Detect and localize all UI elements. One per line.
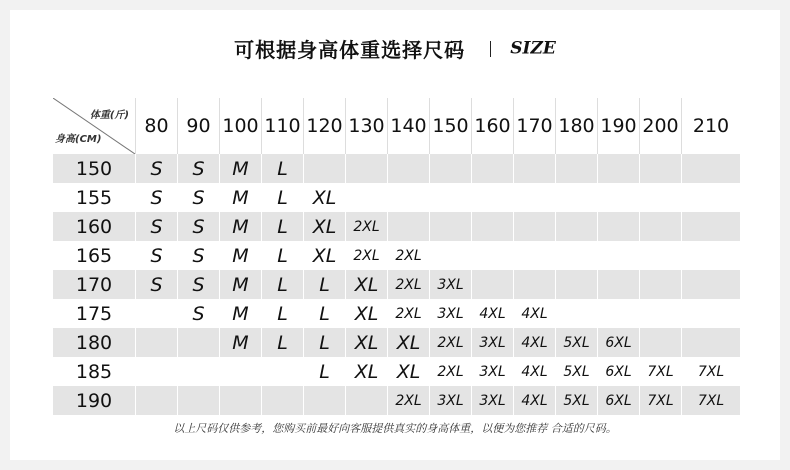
size-cell: [513, 241, 555, 270]
corner-cell: [53, 98, 135, 154]
size-cell: 3XL: [471, 386, 513, 415]
size-cell: 3XL: [471, 328, 513, 357]
size-cell: M: [219, 154, 261, 183]
height-cell: 190: [75, 389, 113, 412]
size-cell: [639, 299, 681, 328]
chart-header: [10, 34, 780, 66]
size-cell: [513, 154, 555, 183]
size-cell: [387, 212, 429, 241]
height-cell: 180: [75, 331, 113, 354]
size-cell: XL: [345, 357, 387, 386]
size-cell: L: [303, 299, 345, 328]
size-cell: [177, 357, 219, 386]
size-cell: XL: [303, 183, 345, 212]
height-cell: 165: [75, 244, 113, 267]
size-cell: L: [261, 328, 303, 357]
size-cell: [513, 270, 555, 299]
size-cell: S: [177, 154, 219, 183]
size-cell: S: [135, 212, 177, 241]
size-cell: L: [303, 270, 345, 299]
size-cell: 3XL: [471, 357, 513, 386]
size-cell: [597, 212, 639, 241]
weight-header-cell: 170: [513, 98, 555, 154]
size-cell: [471, 212, 513, 241]
size-cell: [429, 183, 471, 212]
size-cell: 5XL: [555, 357, 597, 386]
size-cell: [555, 183, 597, 212]
height-axis-label: 身高(CM): [55, 134, 102, 145]
size-row: [53, 357, 740, 386]
size-cell: [471, 270, 513, 299]
size-cell: [261, 357, 303, 386]
size-cell: [387, 183, 429, 212]
size-cell: [597, 241, 639, 270]
size-cell: [597, 154, 639, 183]
size-cell: 5XL: [555, 386, 597, 415]
size-heading: SIZE: [510, 38, 556, 59]
size-cell: [597, 299, 639, 328]
size-cell: [681, 328, 740, 357]
size-row: [53, 270, 740, 299]
size-cell: [177, 328, 219, 357]
size-cell: [345, 154, 387, 183]
size-cell: 2XL: [345, 212, 387, 241]
size-cell: XL: [387, 328, 429, 357]
size-cell: S: [177, 299, 219, 328]
size-cell: XL: [345, 299, 387, 328]
size-cell: 4XL: [513, 328, 555, 357]
size-cell: 5XL: [555, 328, 597, 357]
size-cell: [555, 270, 597, 299]
weight-header-cell: 160: [471, 98, 513, 154]
size-cell: [345, 183, 387, 212]
size-cell: M: [219, 299, 261, 328]
size-cell: [135, 386, 177, 415]
weight-header-cell: 150: [429, 98, 471, 154]
size-cell: XL: [387, 357, 429, 386]
size-cell: [681, 154, 740, 183]
title-divider: [490, 41, 491, 57]
weight-header-cell: 110: [261, 98, 303, 154]
size-row: [53, 154, 740, 183]
size-cell: [597, 270, 639, 299]
size-cell: [639, 270, 681, 299]
size-cell: [303, 386, 345, 415]
size-cell: [303, 154, 345, 183]
size-cell: [597, 183, 639, 212]
size-cell: M: [219, 183, 261, 212]
size-cell: L: [261, 212, 303, 241]
weight-header-row: [53, 98, 740, 154]
size-cell: 6XL: [597, 386, 639, 415]
size-row: [53, 212, 740, 241]
size-row: [53, 299, 740, 328]
size-cell: [429, 154, 471, 183]
size-cell: [681, 270, 740, 299]
size-cell: S: [135, 183, 177, 212]
size-cell: [219, 357, 261, 386]
height-cell: 170: [75, 273, 113, 296]
size-cell: [639, 154, 681, 183]
size-cell: [471, 154, 513, 183]
size-cell: M: [219, 241, 261, 270]
height-cell: 175: [75, 302, 113, 325]
size-cell: S: [177, 241, 219, 270]
weight-header-cell: 80: [135, 98, 177, 154]
height-cell: 185: [75, 360, 113, 383]
size-cell: [345, 386, 387, 415]
size-cell: 4XL: [471, 299, 513, 328]
size-cell: L: [303, 328, 345, 357]
size-cell: [177, 386, 219, 415]
size-row: [53, 386, 740, 415]
weight-header-cell: 190: [597, 98, 639, 154]
size-cell: L: [261, 241, 303, 270]
size-cell: 2XL: [345, 241, 387, 270]
size-cell: [639, 183, 681, 212]
size-row: [53, 328, 740, 357]
size-chart-page: [10, 10, 780, 460]
size-cell: 7XL: [639, 357, 681, 386]
size-cell: [639, 212, 681, 241]
size-cell: [681, 241, 740, 270]
size-cell: L: [303, 357, 345, 386]
size-cell: [471, 183, 513, 212]
size-cell: 4XL: [513, 357, 555, 386]
size-cell: [135, 299, 177, 328]
height-cell: 155: [75, 186, 113, 209]
size-cell: 6XL: [597, 357, 639, 386]
size-cell: XL: [303, 212, 345, 241]
size-cell: [135, 328, 177, 357]
weight-header-cell: 180: [555, 98, 597, 154]
size-cell: [639, 241, 681, 270]
weight-header-cell: 210: [681, 98, 740, 154]
weight-header-cell: 130: [345, 98, 387, 154]
size-cell: XL: [345, 328, 387, 357]
size-cell: 4XL: [513, 299, 555, 328]
size-cell: 2XL: [429, 328, 471, 357]
weight-header-cell: 140: [387, 98, 429, 154]
size-cell: [639, 328, 681, 357]
footer-note: 以上尺码仅供参考，您购买前最好向客服提供真实的身高体重，以便为您推荐 合适的尺码。: [173, 422, 617, 435]
size-cell: S: [135, 154, 177, 183]
size-cell: [387, 154, 429, 183]
size-cell: [513, 212, 555, 241]
weight-header-cell: 200: [639, 98, 681, 154]
size-cell: L: [261, 154, 303, 183]
weight-header-cell: 90: [177, 98, 219, 154]
size-cell: 2XL: [387, 270, 429, 299]
size-cell: [429, 241, 471, 270]
size-row: [53, 183, 740, 212]
weight-header-cell: 120: [303, 98, 345, 154]
size-cell: 4XL: [513, 386, 555, 415]
size-cell: [429, 212, 471, 241]
size-cell: XL: [303, 241, 345, 270]
size-cell: 7XL: [681, 357, 740, 386]
size-cell: S: [135, 241, 177, 270]
size-cell: S: [177, 212, 219, 241]
size-cell: [555, 241, 597, 270]
size-table: [53, 98, 740, 415]
size-cell: [261, 386, 303, 415]
size-cell: XL: [345, 270, 387, 299]
size-cell: 3XL: [429, 299, 471, 328]
size-cell: [681, 183, 740, 212]
chart-title: 可根据身高体重选择尺码: [234, 38, 466, 62]
size-cell: L: [261, 183, 303, 212]
size-cell: M: [219, 270, 261, 299]
size-cell: 3XL: [429, 386, 471, 415]
size-cell: [135, 357, 177, 386]
size-cell: L: [261, 299, 303, 328]
height-cell: 150: [75, 157, 113, 180]
size-cell: 2XL: [387, 386, 429, 415]
height-cell: 160: [75, 215, 113, 238]
size-cell: [555, 299, 597, 328]
size-cell: 2XL: [387, 241, 429, 270]
size-cell: L: [261, 270, 303, 299]
size-cell: [681, 299, 740, 328]
size-cell: 2XL: [429, 357, 471, 386]
size-cell: S: [177, 183, 219, 212]
weight-axis-label: 体重(斤): [89, 110, 129, 121]
size-cell: 6XL: [597, 328, 639, 357]
size-cell: [555, 212, 597, 241]
size-cell: S: [135, 270, 177, 299]
size-cell: M: [219, 212, 261, 241]
size-row: [53, 241, 740, 270]
size-cell: 3XL: [429, 270, 471, 299]
size-cell: [471, 241, 513, 270]
size-cell: M: [219, 328, 261, 357]
size-cell: 7XL: [639, 386, 681, 415]
size-cell: [681, 212, 740, 241]
size-cell: S: [177, 270, 219, 299]
size-cell: [555, 154, 597, 183]
weight-header-cell: 100: [219, 98, 261, 154]
size-cell: [219, 386, 261, 415]
size-cell: 7XL: [681, 386, 740, 415]
size-cell: [513, 183, 555, 212]
size-cell: 2XL: [387, 299, 429, 328]
